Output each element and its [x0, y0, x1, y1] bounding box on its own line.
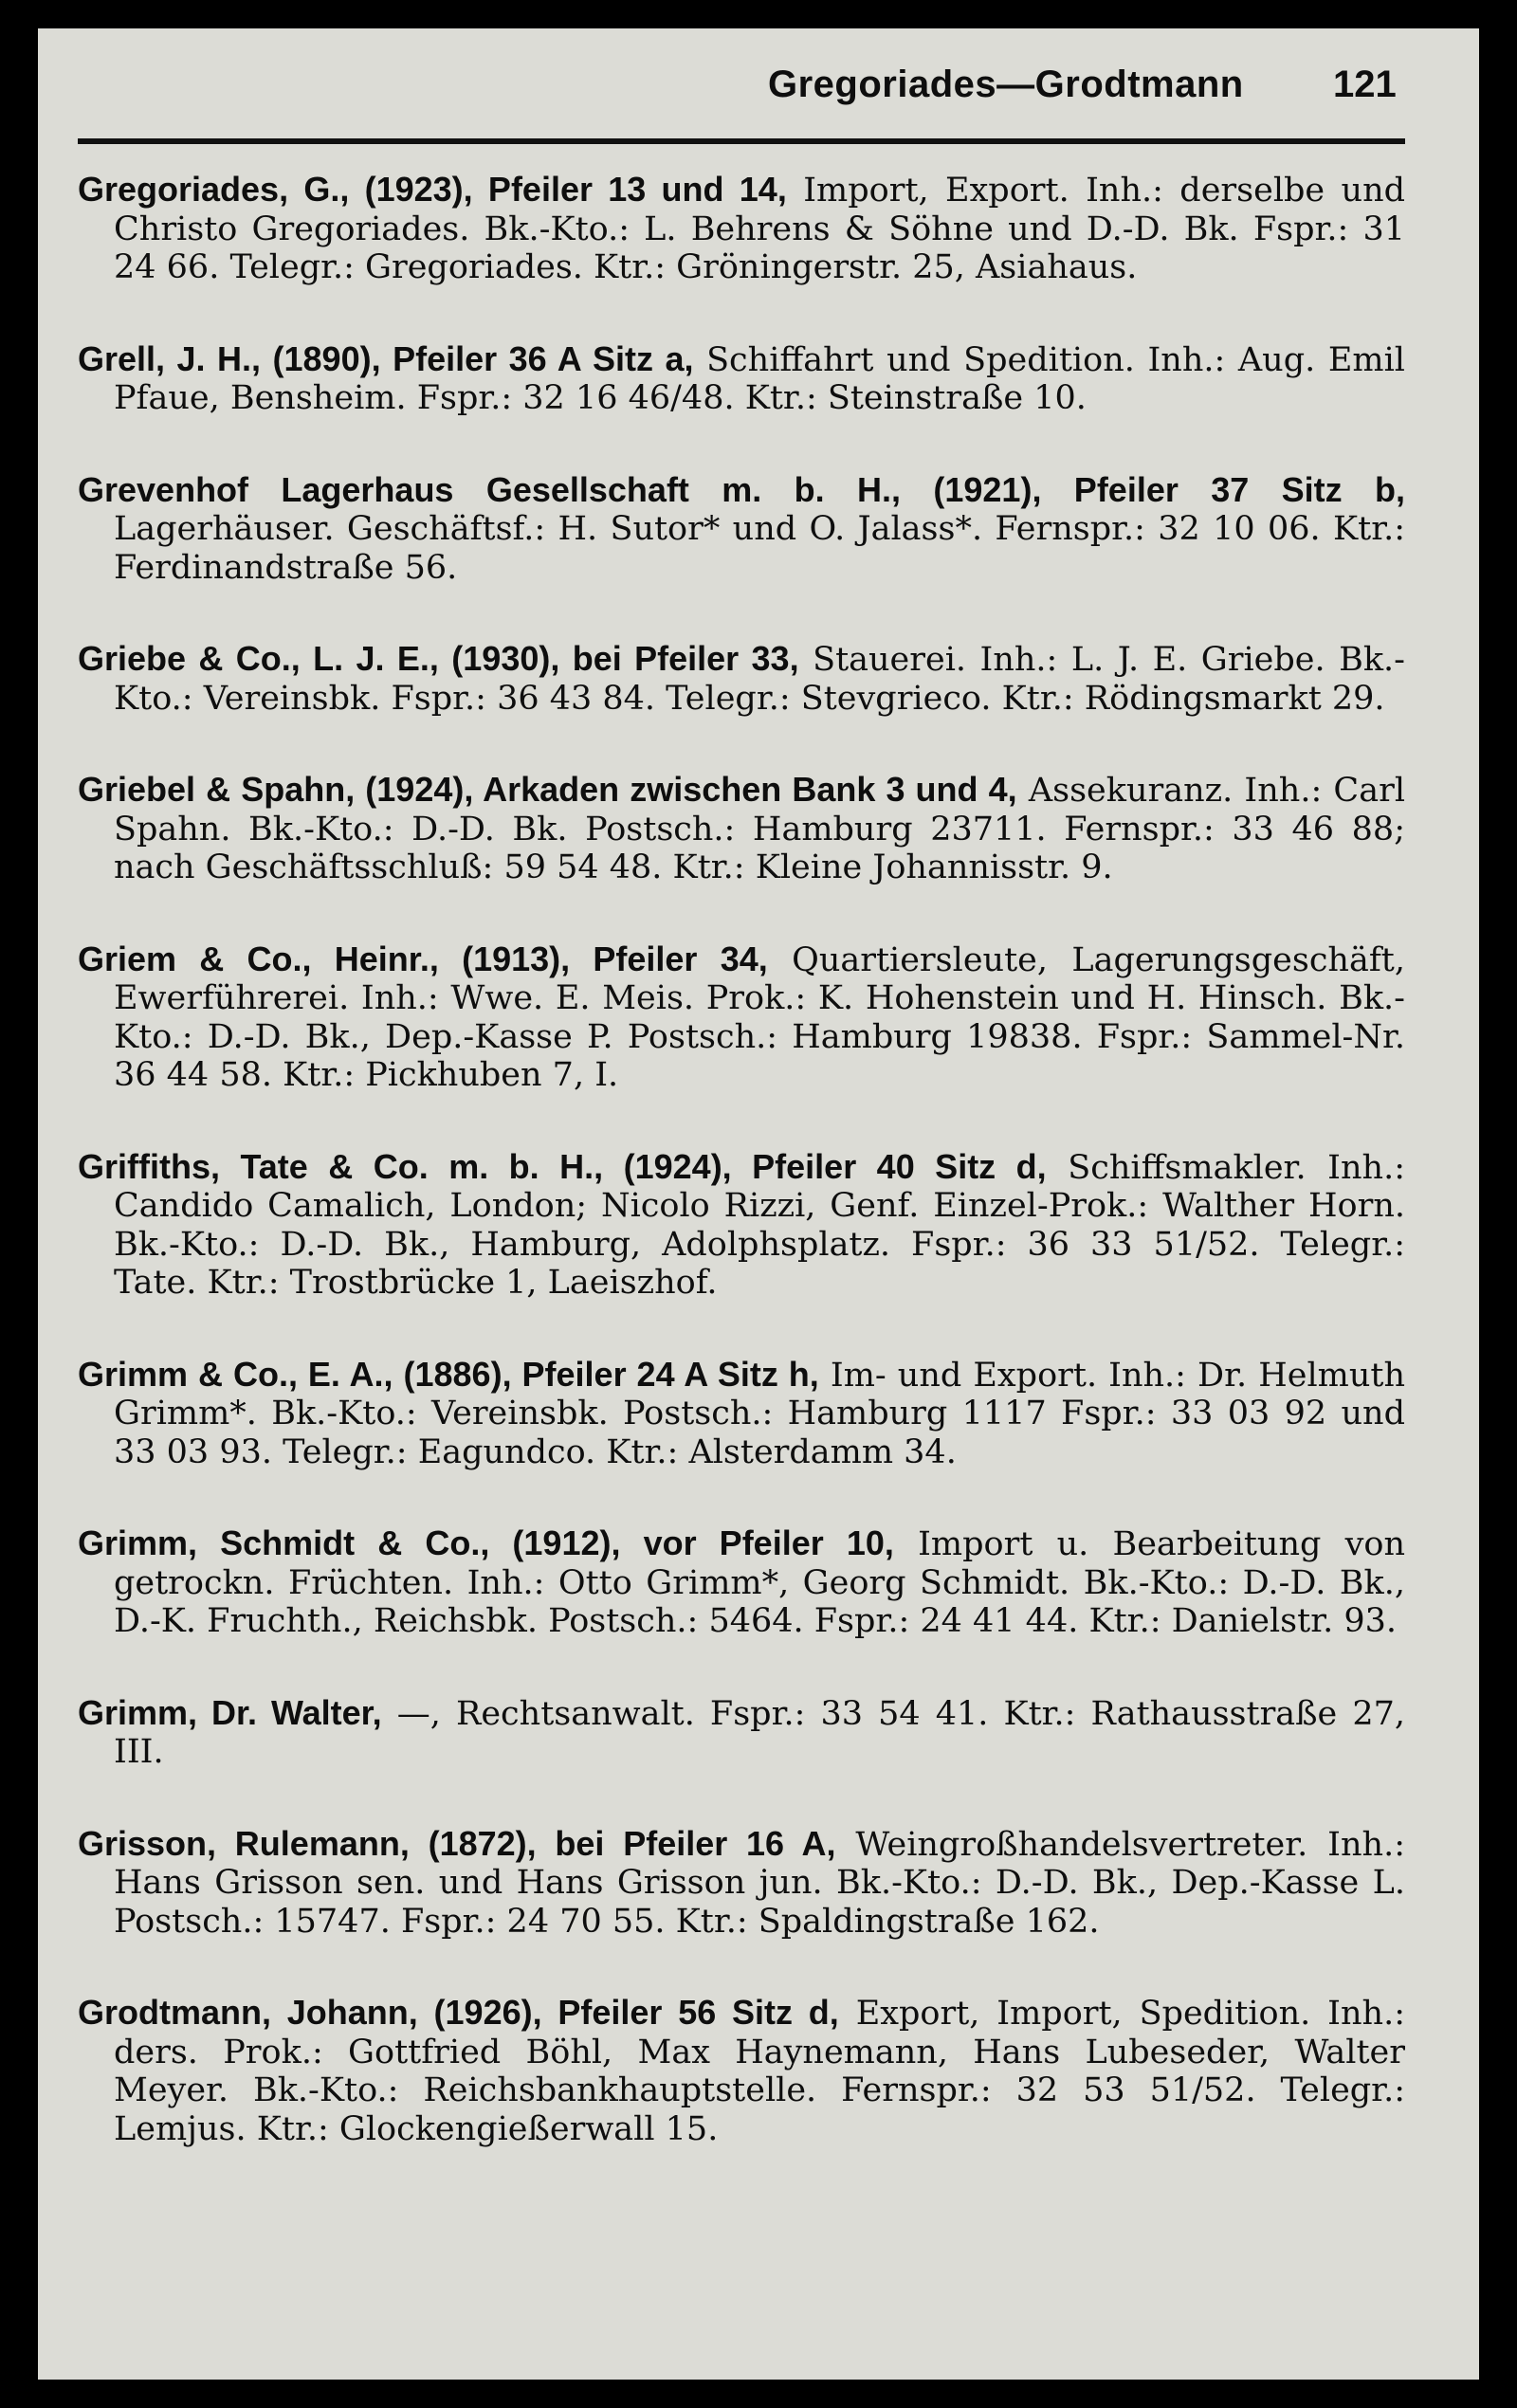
entry-text: Stauerei. Inh.: L. J. E. Griebe. Bk.-Kto.: Vereinsbk. Fspr.: 36 43 84. Telegr.: Stevgrieco. Ktr.: Rödingsmarkt 29. [114, 641, 1406, 718]
directory-entry [78, 1148, 1405, 1303]
entry-text: Lagerhäuser. Geschäftsf.: H. Sutor* und O. Jalass*. Fernspr.: 32 10 06. Ktr.: Ferdinandstraße 56. [114, 510, 1405, 587]
entry-list [78, 171, 1405, 2148]
entry-heading: Griebe & Co., L. J. E., (1930), bei Pfeiler 33, [78, 639, 799, 678]
entry-text: Schiffahrt und Spedition. Inh.: Aug. Emil Pfaue, Bensheim. Fspr.: 32 16 46/48. Ktr.: Steinstraße 10. [114, 340, 1405, 417]
entry-heading: Grodtmann, Johann, (1926), Pfeiler 56 Sitz d, [78, 1993, 839, 2032]
directory-entry [78, 471, 1405, 588]
entry-heading: Gregoriades, G., (1923), Pfeiler 13 und 14, [78, 170, 787, 209]
entry-heading: Grimm, Schmidt & Co., (1912), vor Pfeiler 10, [78, 1523, 894, 1562]
entry-heading: Griem & Co., Heinr., (1913), Pfeiler 34, [78, 939, 768, 978]
entry-heading: Griffiths, Tate & Co. m. b. H., (1924), Pfeiler 40 Sitz d, [78, 1146, 1047, 1186]
entry-heading: Grimm & Co., E. A., (1886), Pfeiler 24 A Sitz h, [78, 1354, 819, 1394]
directory-entry [78, 1994, 1405, 2148]
entry-text: Quartiersleute, Lagerungsgeschäft, Ewerführerei. Inh.: Wwe. E. Meis. Prok.: K. Hohenstein und H. Hinsch. Bk.-Kto.: D.-D. Bk., Dep.-Kasse P. Postsch.: Hamburg 19838. Fspr.: Sammel-Nr. 36 44 58. Ktr.: Pickhuben 7, I. [114, 940, 1405, 1094]
running-head: Gregoriades—Grodtmann [768, 64, 1244, 105]
directory-entry [78, 940, 1405, 1095]
entry-heading: Grimm, Dr. Walter, [78, 1692, 382, 1732]
directory-page [38, 28, 1479, 2380]
page-header [38, 61, 1403, 118]
directory-entry [78, 1825, 1405, 1942]
entry-text: —, Rechtsanwalt. Fspr.: 33 54 41. Ktr.: Rathausstraße 27, III. [114, 1694, 1406, 1771]
entry-heading: Grevenhof Lagerhaus Gesellschaft m. b. H., (1921), Pfeiler 37 Sitz b, [78, 469, 1405, 509]
directory-entry [78, 771, 1405, 887]
directory-entry [78, 1524, 1405, 1641]
entry-text: Import u. Bearbeitung von getrockn. Früchten. Inh.: Otto Grimm*, Georg Schmidt. Bk.-Kto.: D.-D. Bk., D.-K. Fruchth., Reichsbk. Postsch.: 5464. Fspr.: 24 41 44. Ktr.: Danielstr. 93. [114, 1525, 1405, 1640]
entry-text: Weingroßhandelsvertreter. Inh.: Hans Grisson sen. und Hans Grisson jun. Bk.-Kto.: D.-D. Bk., Dep.-Kasse L. Postsch.: 15747. Fspr.: 24 70 55. Ktr.: Spaldingstraße 162. [114, 1825, 1405, 1941]
directory-entry [78, 640, 1405, 718]
entry-text: Import, Export. Inh.: derselbe und Christo Gregoriades. Bk.-Kto.: L. Behrens & Söhne und D.-D. Bk. Fspr.: 31 24 66. Telegr.: Gregoriades. Ktr.: Gröningerstr. 25, Asiahaus. [114, 172, 1406, 286]
directory-entry [78, 171, 1405, 287]
directory-entry [78, 340, 1405, 418]
entry-text: Im- und Export. Inh.: Dr. Helmuth Grimm*. Bk.-Kto.: Vereinsbk. Postsch.: Hamburg 1117 Fspr.: 33 03 92 und 33 03 93. Telegr.: Eagundco. Ktr.: Alsterdamm 34. [114, 1356, 1405, 1471]
directory-entry [78, 1694, 1405, 1772]
entry-text: Export, Import, Spedition. Inh.: ders. Prok.: Gottfried Böhl, Max Haynemann, Hans Lubeseder, Walter Meyer. Bk.-Kto.: Reichsbankhauptstelle. Fernspr.: 32 53 51/52. Telegr.: Lemjus. Ktr.: Glockengießerwall 15. [114, 1995, 1405, 2148]
entry-text: Assekuranz. Inh.: Carl Spahn. Bk.-Kto.: D.-D. Bk. Postsch.: Hamburg 23711. Fernspr.: 33 46 88; nach Geschäftsschluß: 59 54 48. Ktr.: Kleine Johannisstr. 9. [114, 772, 1406, 886]
entry-heading: Griebel & Spahn, (1924), Arkaden zwischen Bank 3 und 4, [78, 770, 1017, 809]
header-rule [78, 138, 1405, 144]
entry-heading: Grisson, Rulemann, (1872), bei Pfeiler 16 A, [78, 1823, 836, 1863]
entry-heading: Grell, J. H., (1890), Pfeiler 36 A Sitz a, [78, 338, 694, 378]
page-number: 121 [1333, 64, 1397, 105]
directory-entry [78, 1356, 1405, 1472]
entry-text: Schiffsmakler. Inh.: Candido Camalich, London; Nicolo Rizzi, Genf. Einzel-Prok.: Walther Horn. Bk.-Kto.: D.-D. Bk., Hamburg, Adolphsplatz. Fspr.: 36 33 51/52. Telegr.: Tate. Ktr.: Trostbrücke 1, Laeiszhof. [114, 1148, 1405, 1302]
